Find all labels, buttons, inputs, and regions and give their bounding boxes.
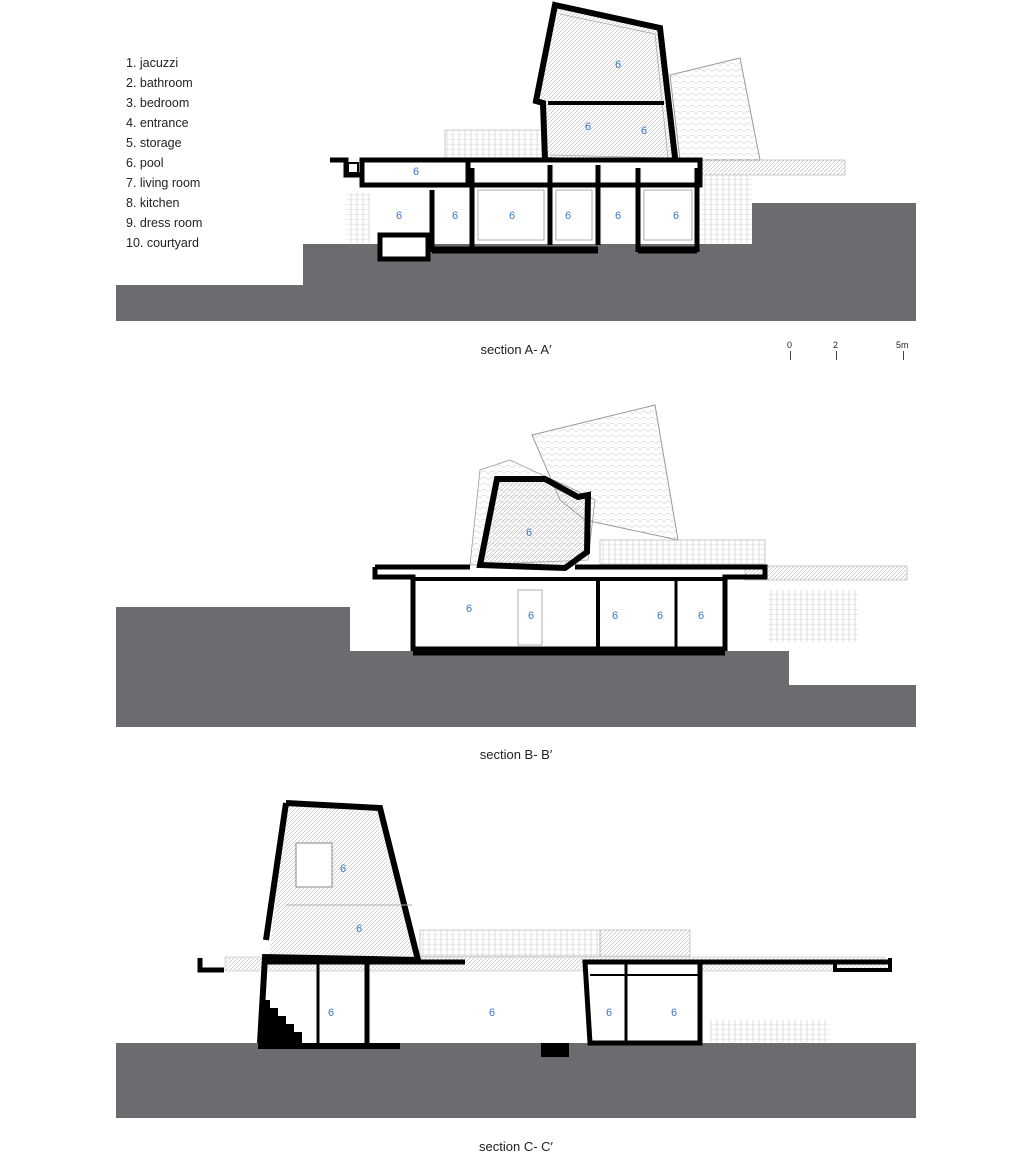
scale-label: 0 bbox=[787, 340, 793, 350]
room-number: 6 bbox=[488, 1006, 496, 1019]
scale-label: 2 bbox=[833, 340, 839, 350]
room-number: 6 bbox=[395, 209, 403, 222]
scale-tick bbox=[790, 351, 791, 360]
scale-tick bbox=[903, 351, 904, 360]
room-number: 6 bbox=[670, 1006, 678, 1019]
legend-item: 2. bathroom bbox=[126, 76, 193, 90]
legend-item: 6. pool bbox=[126, 156, 164, 170]
room-number: 6 bbox=[614, 209, 622, 222]
legend-item: 5. storage bbox=[126, 136, 182, 150]
room-number: 6 bbox=[611, 609, 619, 622]
legend-item: 10. courtyard bbox=[126, 236, 199, 250]
room-number: 6 bbox=[525, 526, 533, 539]
room-number: 6 bbox=[697, 609, 705, 622]
legend-item: 1. jacuzzi bbox=[126, 56, 179, 70]
room-number: 6 bbox=[355, 922, 363, 935]
room-number: 6 bbox=[564, 209, 572, 222]
room-number: 6 bbox=[327, 1006, 335, 1019]
section-a-caption: section A- A′ bbox=[480, 342, 552, 357]
room-number: 6 bbox=[412, 165, 420, 178]
room-number: 6 bbox=[584, 120, 592, 133]
legend-item: 3. bedroom bbox=[126, 96, 190, 110]
room-number: 6 bbox=[339, 862, 347, 875]
room-number: 6 bbox=[451, 209, 459, 222]
room-number: 6 bbox=[605, 1006, 613, 1019]
room-number: 6 bbox=[465, 602, 473, 615]
room-number: 6 bbox=[614, 58, 622, 71]
section-b-caption: section B- B′ bbox=[479, 747, 553, 762]
legend-item: 9. dress room bbox=[126, 216, 203, 230]
room-number: 6 bbox=[656, 609, 664, 622]
legend-item: 8. kitchen bbox=[126, 196, 180, 210]
section-b-drawing bbox=[116, 405, 916, 727]
section-a-drawing bbox=[116, 5, 916, 321]
room-number: 6 bbox=[672, 209, 680, 222]
room-number: 6 bbox=[527, 609, 535, 622]
room-number: 6 bbox=[508, 209, 516, 222]
section-c-caption: section C- C′ bbox=[479, 1139, 553, 1154]
scale-label: 5m bbox=[896, 340, 909, 350]
legend-item: 4. entrance bbox=[126, 116, 189, 130]
scale-tick bbox=[836, 351, 837, 360]
section-c-drawing bbox=[116, 803, 916, 1118]
legend-item: 7. living room bbox=[126, 176, 201, 190]
room-number: 6 bbox=[640, 124, 648, 137]
